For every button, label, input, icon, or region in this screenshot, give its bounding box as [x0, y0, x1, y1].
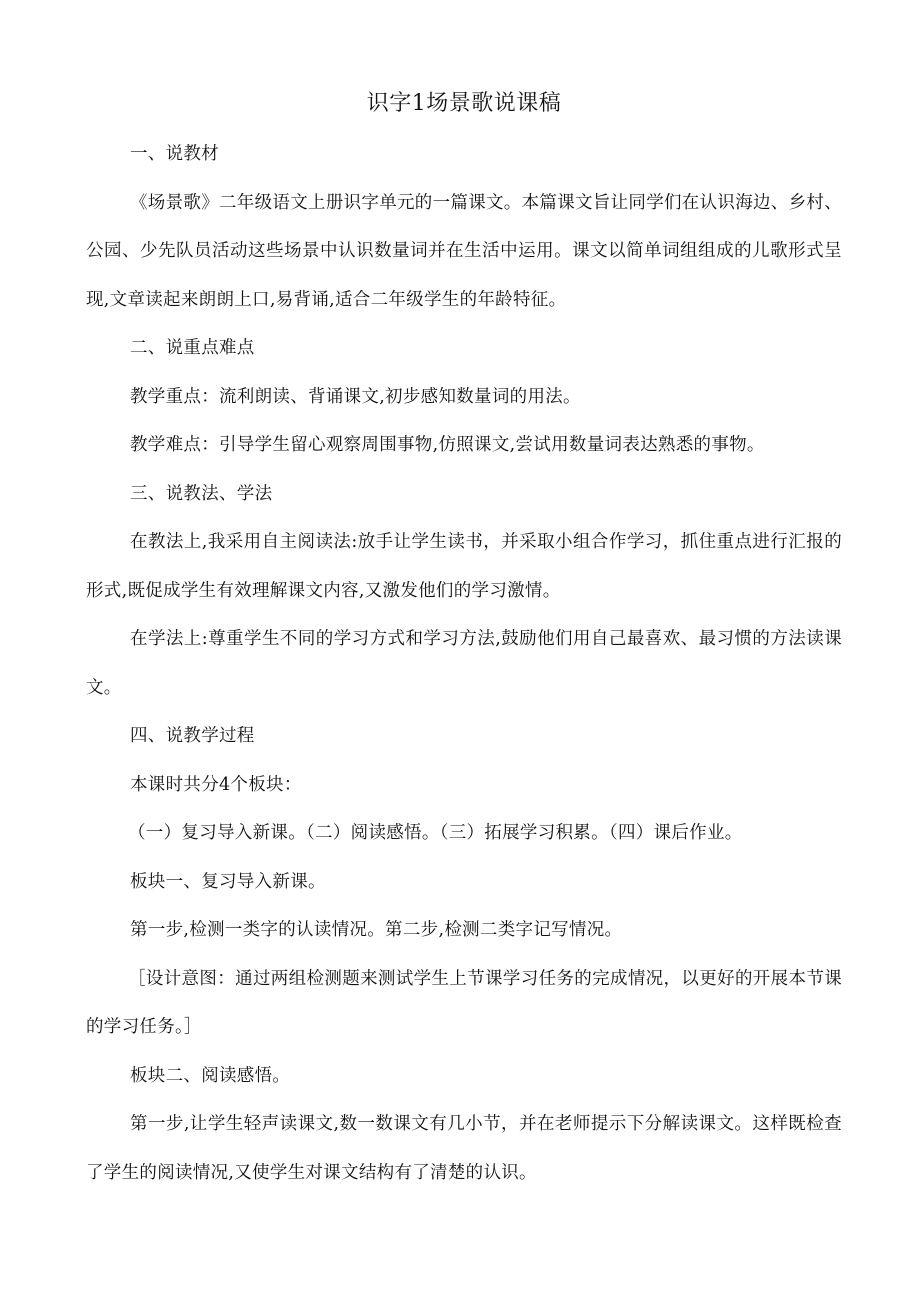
- paragraph-module-list: （一）复习导入新课。（二）阅读感悟。（三）拓展学习积累。（四）课后作业。: [128, 823, 743, 843]
- section-heading-key-points: 二、说重点难点: [130, 338, 255, 358]
- paragraph-teaching-method: 在教法上,我采用自主阅读法:放手让学生读书，并采取小组合作学习，抓住重点进行汇报的形式,既促成学生有效理解课文内容,又激发他们的学习激情。: [86, 532, 842, 601]
- section-heading-methods: 三、说教法、学法: [130, 483, 273, 504]
- paragraph-key-point: 教学重点：流利朗读、背诵课文,初步感知数量词的用法。: [130, 386, 581, 407]
- paragraph-module-two-step: 第一步,让学生轻声读课文,数一数课文有几小节，并在老师提示下分解读课文。这样既检查了学生的阅读情况,又使学生对课文结构有了清楚的认识。: [86, 1114, 842, 1183]
- document-title: 识字1场景歌说课稿: [366, 91, 562, 116]
- paragraph-textbook-intro: 《场景歌》二年级语文上册识字单元的一篇课文。本篇课文旨让同学们在认识海边、乡村、公园、少先队员活动这些场景中认识数量词并在生活中运用。课文以简单词组组成的儿歌形式呈现,文章读起来朗朗上口,易背诵,适合二年级学生的年龄特征。: [86, 192, 842, 310]
- module-heading-one: 板块一、复习导入新课。: [130, 871, 326, 892]
- paragraph-learning-method: 在学法上:尊重学生不同的学习方式和学习方法,鼓励他们用自己最喜欢、最习惯的方法读课文。: [86, 629, 842, 698]
- paragraph-difficult-point: 教学难点：引导学生留心观察周围事物,仿照课文,尝试用数量词表达熟悉的事物。: [130, 435, 765, 455]
- module-heading-two: 板块二、阅读感悟。: [130, 1065, 291, 1086]
- section-heading-process: 四、说教学过程: [130, 726, 255, 746]
- paragraph-module-one-steps: 第一步,检测一类字的认读情况。第二步,检测二类字记写情况。: [130, 920, 623, 940]
- paragraph-process-overview: 本课时共分4个板块：: [130, 774, 302, 795]
- paragraph-module-one-intent: ［设计意图：通过两组检测题来测试学生上节课学习任务的完成情况，以更好的开展本节课的学习任务。］: [86, 968, 842, 1037]
- section-heading-textbook: 一、说教材: [130, 144, 219, 164]
